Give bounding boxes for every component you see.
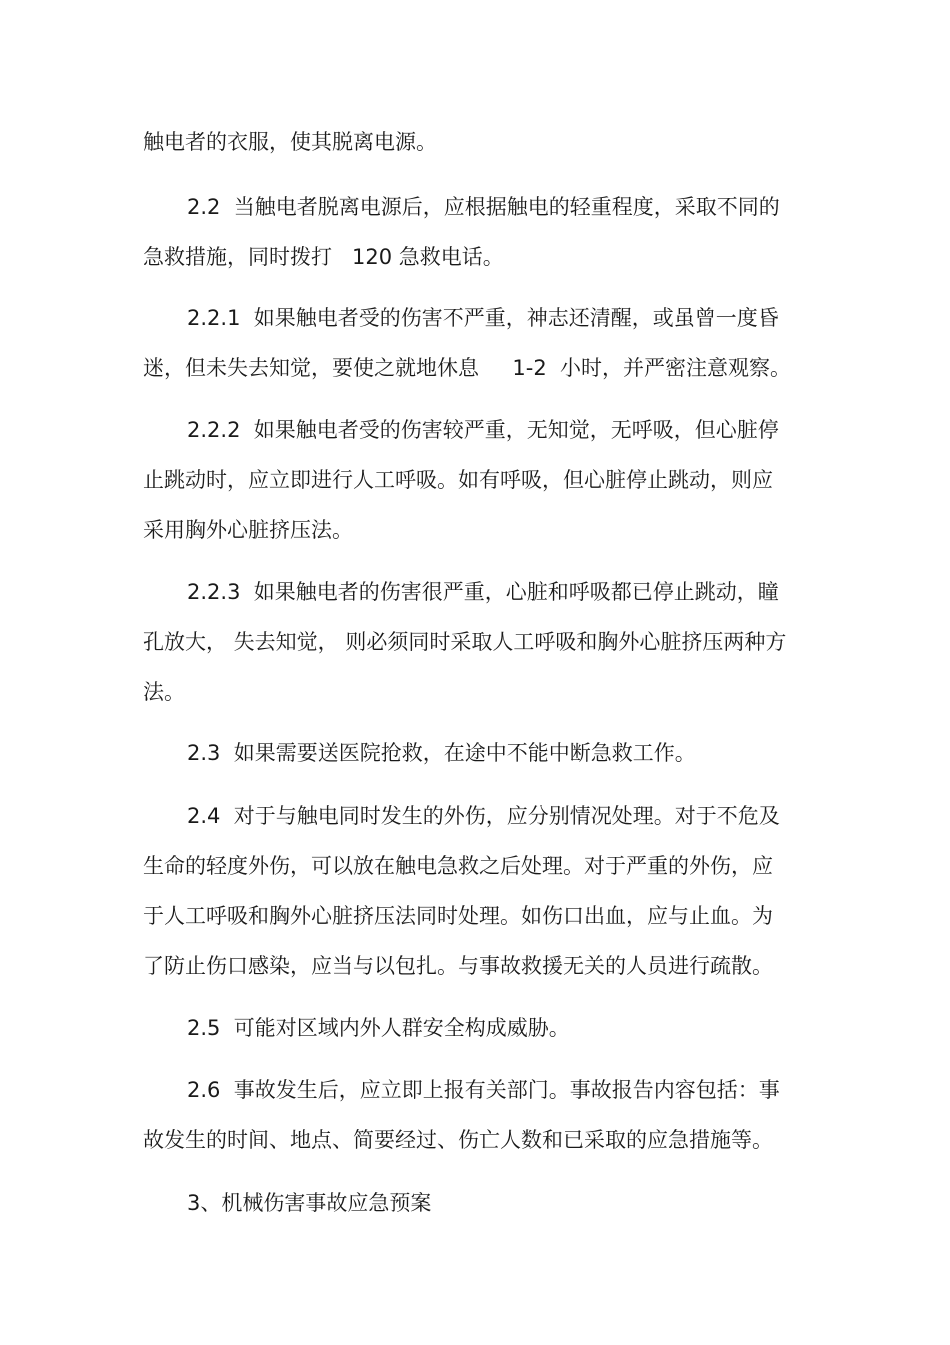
text-line: 生命的轻度外伤，可以放在触电急救之后处理。对于严重的外伤，应 — [143, 854, 773, 878]
section-3-heading: 3、机械伤害事故应急预案 — [187, 1191, 432, 1215]
paragraph-2-2-line: 2.2 当触电者脱离电源后，应根据触电的轻重程度，采取不同的 — [187, 195, 780, 219]
text-line: 了防止伤口感染，应当与以包扎。与事故救援无关的人员进行疏散。 — [143, 954, 773, 978]
text-line: 急救措施，同时拨打 120 急救电话。 — [143, 245, 504, 269]
paragraph-2-2-1-line: 2.2.1 如果触电者受的伤害不严重，神志还清醒，或虽曾一度昏 — [187, 306, 779, 330]
text-line: 于人工呼吸和胸外心脏挤压法同时处理。如伤口出血，应与止血。为 — [143, 904, 773, 928]
text-line: 孔放大， 失去知觉， 则必须同时采取人工呼吸和胸外心脏挤压两种方 — [143, 630, 787, 654]
text-line: 迷，但未失去知觉，要使之就地休息 1-2 小时，并严密注意观察。 — [143, 356, 792, 380]
text-line: 采用胸外心脏挤压法。 — [143, 518, 353, 542]
paragraph-2-5-line: 2.5 可能对区域内外人群安全构成威胁。 — [187, 1016, 570, 1040]
paragraph-2-2-3-line: 2.2.3 如果触电者的伤害很严重，心脏和呼吸都已停止跳动，瞳 — [187, 580, 779, 604]
paragraph-2-6-line: 2.6 事故发生后，应立即上报有关部门。事故报告内容包括：事 — [187, 1078, 780, 1102]
paragraph-2-2-2-line: 2.2.2 如果触电者受的伤害较严重，无知觉，无呼吸，但心脏停 — [187, 418, 779, 442]
text-line: 触电者的衣服，使其脱离电源。 — [143, 130, 437, 154]
paragraph-2-4-line: 2.4 对于与触电同时发生的外伤，应分别情况处理。对于不危及 — [187, 804, 780, 828]
paragraph-2-3-line: 2.3 如果需要送医院抢救，在途中不能中断急救工作。 — [187, 741, 696, 765]
text-line: 止跳动时，应立即进行人工呼吸。如有呼吸，但心脏停止跳动，则应 — [143, 468, 773, 492]
text-line: 故发生的时间、地点、简要经过、伤亡人数和已采取的应急措施等。 — [143, 1128, 773, 1152]
text-line: 法。 — [143, 680, 185, 704]
